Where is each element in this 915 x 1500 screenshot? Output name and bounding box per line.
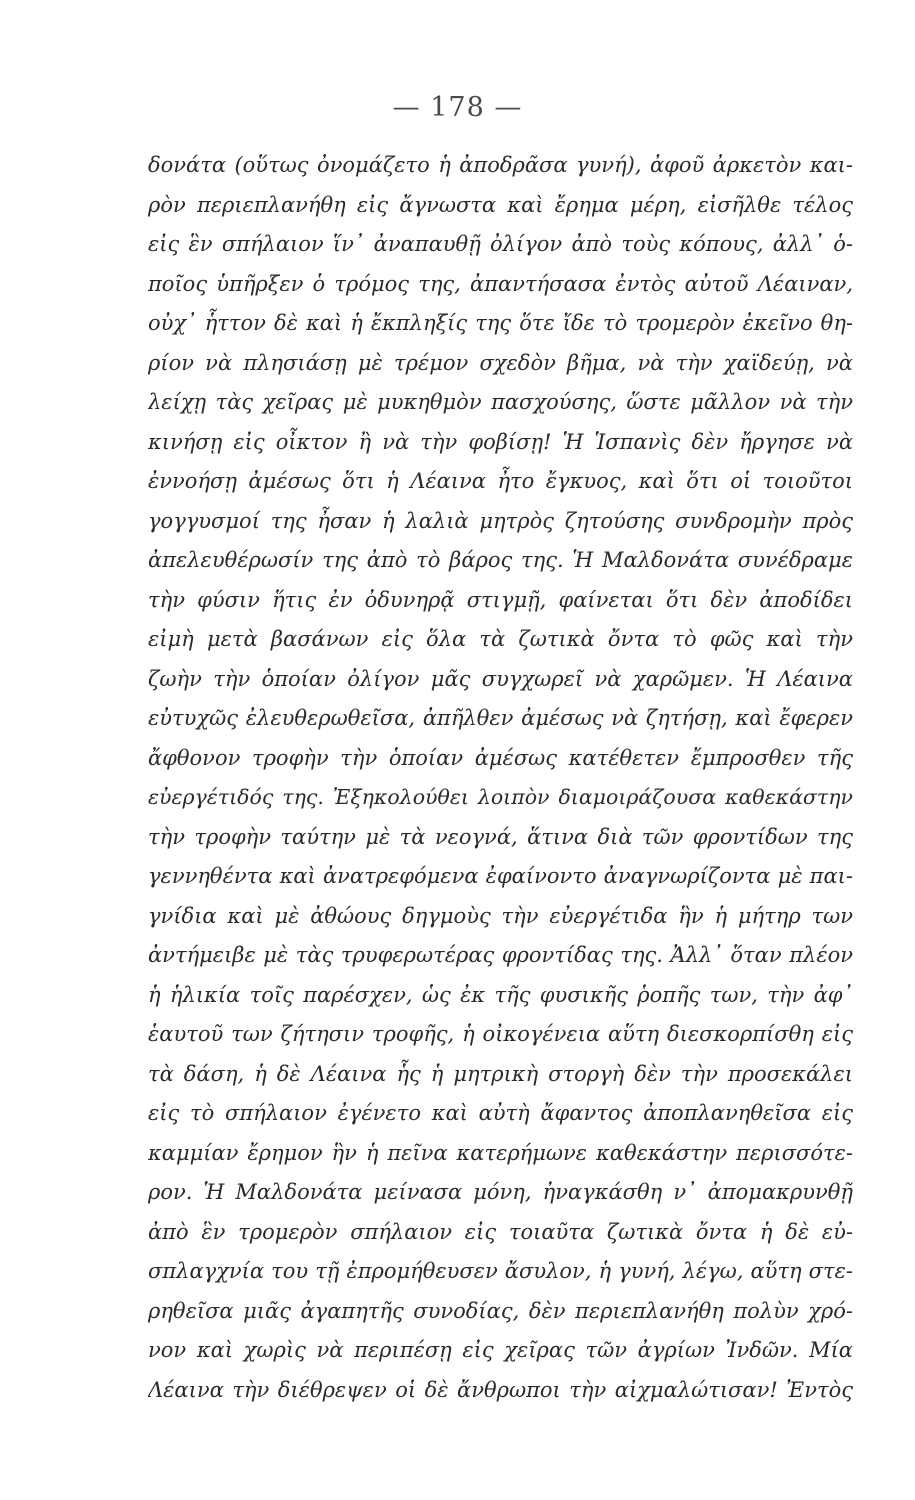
text-line: σπλαγχνία του τῇ ἐπρομήθευσεν ἄσυλον, ἡ γυνή, λέγω, αὕτη στε- <box>148 1259 853 1283</box>
text-line: οὐχ᾽ ἧττον δὲ καὶ ἡ ἔκπληξίς της ὅτε ἴδε τὸ τρομερὸν ἐκεῖνο θη- <box>148 311 853 335</box>
text-line: τὰ δάση, ἡ δὲ Λέαινα ἧς ἡ μητρικὴ στοργὴ δὲν τὴν προσεκάλει <box>148 1061 853 1086</box>
page-number: — 178 — <box>392 92 523 123</box>
text-line: ἀντήμειβε μὲ τὰς τρυφερωτέρας φροντίδας της. Ἀλλ᾽ ὅταν πλέον <box>148 943 853 967</box>
text-line: τὴν φύσιν ἥτις ἐν ὀδυνηρᾷ στιγμῇ, φαίνεται ὅτι δὲν ἀποδίδει <box>148 587 853 612</box>
text-line: τὴν τροφὴν ταύτην μὲ τὰ νεογνά, ἅτινα διὰ τῶν φροντίδων της <box>148 824 853 849</box>
text-line: καμμίαν ἔρημον ἣν ἡ πεῖνα κατερήμωνε καθεκάστην περισσότε- <box>148 1140 853 1165</box>
text-line: ἡ ἡλικία τοῖς παρέσχεν, ὡς ἐκ τῆς φυσικῆς ῥοπῆς των, τὴν ἀφ᾽ <box>148 982 853 1007</box>
text-line: ἀπὸ ἓν τρομερὸν σπήλαιον εἰς τοιαῦτα ζωτικὰ ὄντα ἡ δὲ εὐ- <box>148 1219 853 1244</box>
text-line: ρηθεῖσα μιᾶς ἀγαπητῆς συνοδίας, δὲν περιεπλανήθη πολὺν χρό- <box>148 1298 853 1323</box>
text-line: ἄφθονον τροφὴν τὴν ὁποίαν ἀμέσως κατέθετεν ἔμπροσθεν τῆς <box>148 745 853 770</box>
text-line: νον καὶ χωρὶς νὰ περιπέσῃ εἰς χεῖρας τῶν ἀγρίων Ἰνδῶν. Μία <box>148 1338 853 1362</box>
text-line: ζωὴν τὴν ὁποίαν ὀλίγον μᾶς συγχωρεῖ νὰ χαρῶμεν. Ἡ Λέαινα <box>148 666 853 691</box>
text-line: ρίον νὰ πλησιάσῃ μὲ τρέμον σχεδὸν βῆμα, νὰ τὴν χαϊδεύῃ, νὰ <box>148 350 853 375</box>
text-line: λείχῃ τὰς χεῖρας μὲ μυκηθμὸν πασχούσης, ὥστε μᾶλλον νὰ τὴν <box>148 390 853 414</box>
text-line: γεννηθέντα καὶ ἀνατρεφόμενα ἐφαίνοντο ἀναγνωρίζοντα μὲ παι- <box>148 864 853 888</box>
body-text <box>148 146 853 1410</box>
text-line: κινήσῃ εἰς οἶκτον ἢ νὰ τὴν φοβίσῃ! Ἡ Ἱσπανὶς δὲν ἤργησε νὰ <box>148 429 853 454</box>
text-line: ρὸν περιεπλανήθη εἰς ἄγνωστα καὶ ἔρημα μέρη, εἰσῆλθε τέλος <box>148 192 853 217</box>
text-line: εἰμὴ μετὰ βασάνων εἰς ὅλα τὰ ζωτικὰ ὄντα τὸ φῶς καὶ τὴν <box>148 627 853 651</box>
text-line: εἰς τὸ σπήλαιον ἐγένετο καὶ αὐτὴ ἄφαντος ἀποπλανηθεῖσα εἰς <box>148 1101 853 1125</box>
text-line: ἑαυτοῦ των ζήτησιν τροφῆς, ἡ οἰκογένεια αὕτη διεσκορπίσθη εἰς <box>148 1022 853 1046</box>
text-line: δονάτα (οὕτως ὀνομάζετο ἡ ἀποδρᾶσα γυνή), ἀφοῦ ἀρκετὸν και- <box>148 153 853 177</box>
text-line: γογγυσμοί της ἦσαν ἡ λαλιὰ μητρὸς ζητούσης συνδρομὴν πρὸς <box>148 508 853 533</box>
text-line: ποῖος ὑπῆρξεν ὁ τρόμος της, ἀπαντήσασα ἐντὸς αὐτοῦ Λέαιναν, <box>148 271 853 296</box>
text-line: γνίδια καὶ μὲ ἀθώους δηγμοὺς τὴν εὐεργέτιδα ἣν ἡ μήτηρ των <box>148 903 853 928</box>
text-line: εἰς ἓν σπήλαιον ἵν᾽ ἀναπαυθῇ ὀλίγον ἀπὸ τοὺς κόπους, ἀλλ᾽ ὁ- <box>148 232 853 256</box>
text-line: εὐεργέτιδός της. Ἐξηκολούθει λοιπὸν διαμοιράζουσα καθεκάστην <box>148 785 853 809</box>
text-line: εὐτυχῶς ἐλευθερωθεῖσα, ἀπῆλθεν ἀμέσως νὰ ζητήσῃ, καὶ ἔφερεν <box>148 706 853 730</box>
text-line: Λέαινα τὴν διέθρεψεν οἱ δὲ ἄνθρωποι τὴν αἰχμαλώτισαν! Ἐντὸς <box>148 1377 853 1402</box>
text-line: ἀπελευθέρωσίν της ἀπὸ τὸ βάρος της. Ἡ Μαλδονάτα συνέδραμε <box>148 548 853 572</box>
text-line: ρον. Ἡ Μαλδονάτα μείνασα μόνη, ἠναγκάσθη ν᾽ ἀπομακρυνθῇ <box>148 1180 853 1204</box>
text-line: ἐννοήσῃ ἀμέσως ὅτι ἡ Λέαινα ἦτο ἔγκυος, καὶ ὅτι οἱ τοιοῦτοι <box>148 469 853 493</box>
